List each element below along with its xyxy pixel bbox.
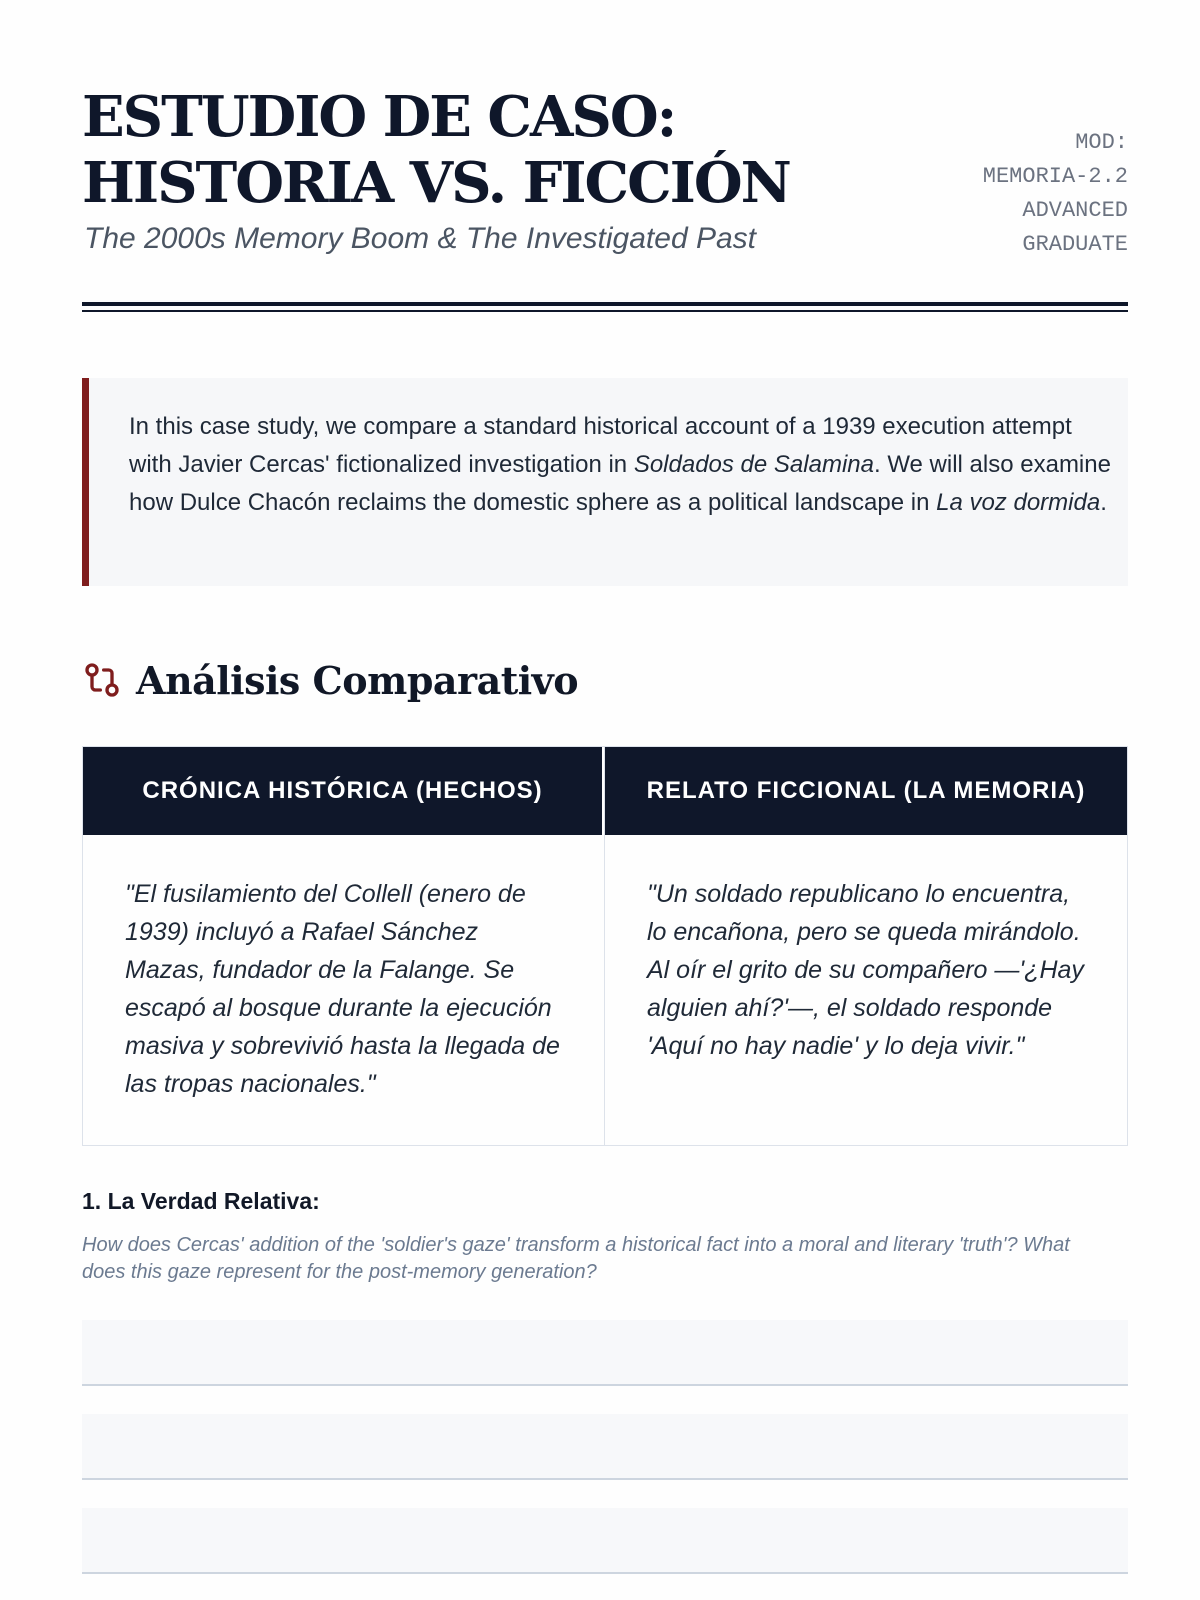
module-meta-line: MOD: [1075,130,1128,155]
column-header: RELATO FICCIONAL (LA MEMORIA) [605,747,1127,835]
question-prompt: How does Cercas' addition of the 'soldier's gaze' transform a historical fact into a moral and literary 'truth'? What does this gaze represent for the post-memory generation? [82,1234,1070,1283]
module-meta [983,126,1128,262]
intro-text: . We will also examine how Dulce Chacón reclaims the domestic sphere as a political landscape in [129,451,1111,516]
page-subtitle: The 2000s Memory Boom & The Investigated Past [84,222,756,255]
column-quote: "El fusilamiento del Collell (enero de 1939) incluyó a Rafael Sánchez Mazas, fundador de la Falange. Se escapó al bosque durante la ejecución masiva y sobrevivió hasta la llegada de las tropas nacionales." [125,880,560,1098]
git-compare-icon [82,660,122,700]
intro-text: In this case study, we compare a standard historical account of a 1939 execution attempt with Javier Cercas' fictionalized investigation in [129,413,1072,478]
comparison-column-historical [83,747,605,1145]
column-quote: "Un soldado republicano lo encuentra, lo encañona, pero se queda mirándolo. Al oír el grito de su compañero —'¿Hay alguien ahí?'—, el soldado responde 'Aquí no hay nadie' y lo deja vivir." [647,880,1084,1060]
module-meta-line: ADVANCED [1022,198,1128,223]
answer-line[interactable] [82,1414,1128,1480]
module-meta-line: MEMORIA-2.2 [982,164,1128,189]
intro-text: . [1100,489,1107,516]
column-header: CRÓNICA HISTÓRICA (HECHOS) [83,747,604,835]
intro-book-title: La voz dormida [936,489,1101,516]
intro-callout [82,378,1128,586]
header-divider-thin [82,310,1128,312]
module-meta-line: GRADUATE [1022,232,1128,257]
page-title: ESTUDIO DE CASO: HISTORIA VS. FICCIÓN [82,84,790,216]
section-title: Análisis Comparativo [136,657,579,703]
section-heading [82,655,578,705]
question-label: 1. La Verdad Relativa: [82,1188,320,1214]
answer-line[interactable] [82,1508,1128,1574]
header-divider-thick [82,302,1128,306]
comparison-table [82,746,1128,1146]
answer-line[interactable] [82,1320,1128,1386]
comparison-column-fictional [605,747,1127,1145]
page-header [82,84,1128,310]
intro-book-title: Soldados de Salamina [633,451,874,478]
